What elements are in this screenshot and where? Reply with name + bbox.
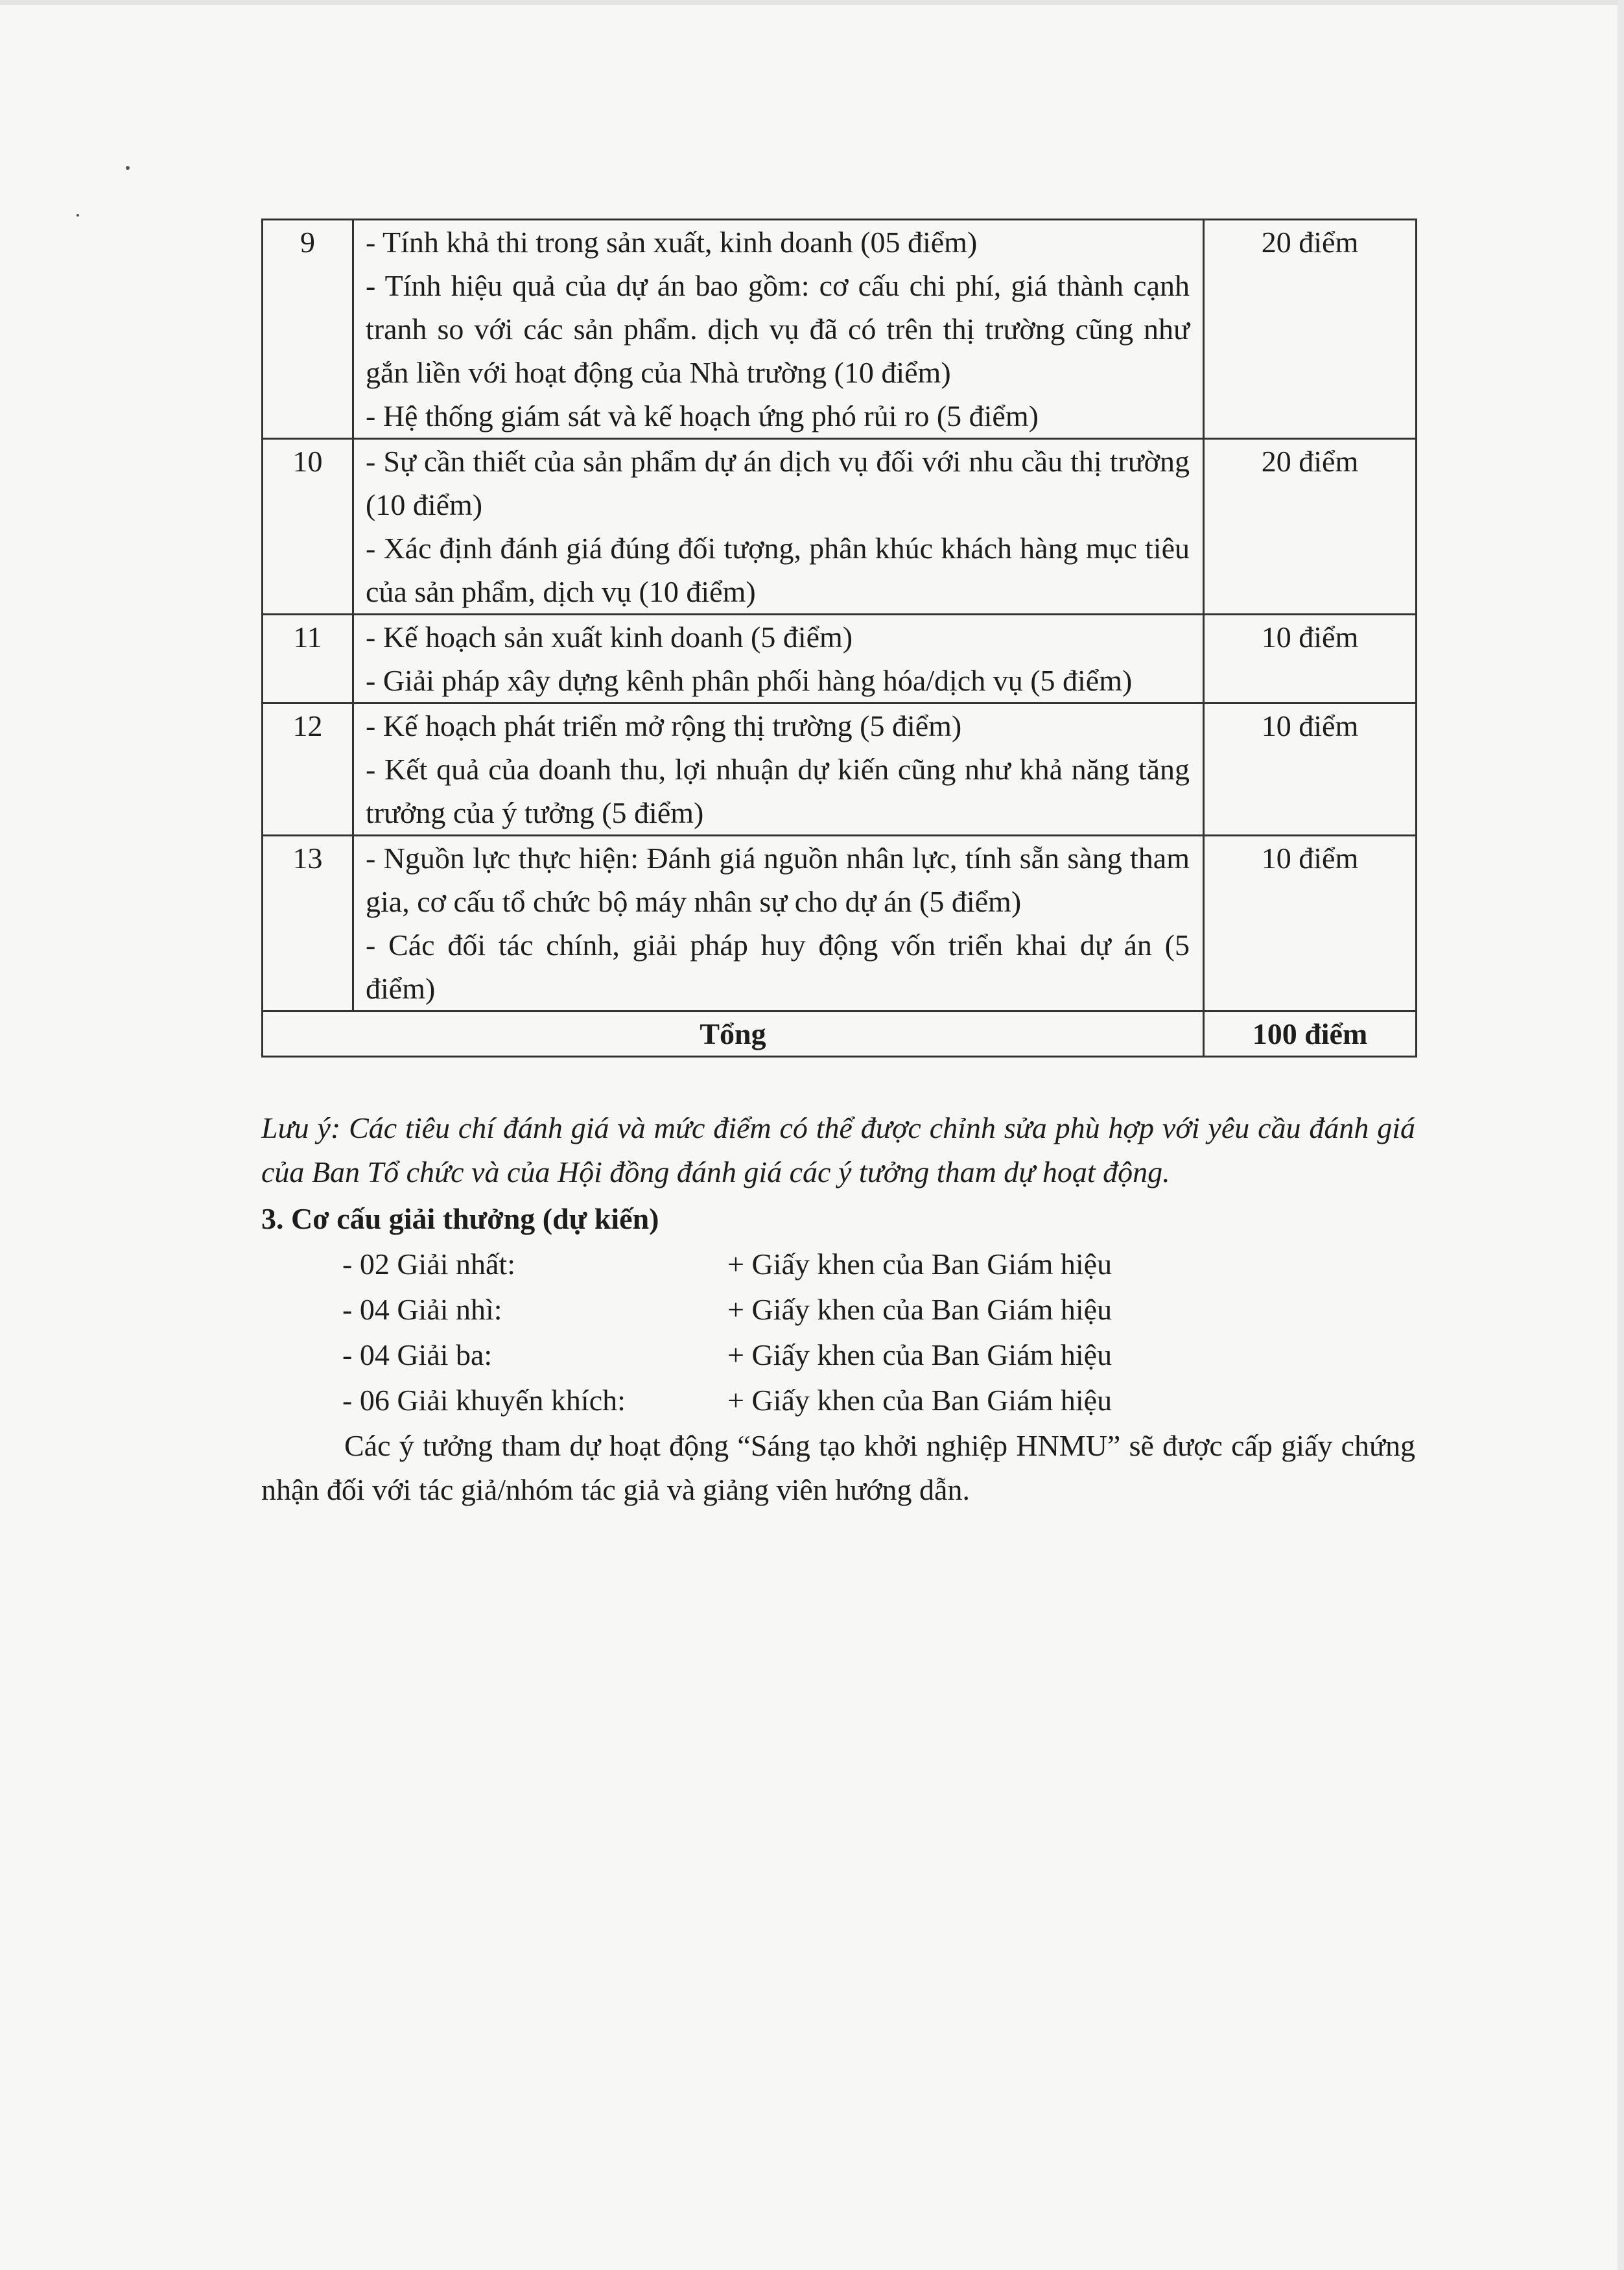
scan-speck: [76, 214, 79, 217]
row-score: 10 điểm: [1204, 615, 1417, 703]
row-score: 20 điểm: [1204, 220, 1417, 439]
row-criteria: [353, 703, 1204, 836]
prize-award: + Giấy khen của Ban Giám hiệu: [727, 1293, 1112, 1326]
criteria-line: - Các đối tác chính, giải pháp huy động vốn triển khai dự án (5 điểm): [366, 928, 1190, 1005]
criteria-line: - Nguồn lực thực hiện: Đánh giá nguồn nhân lực, tính sẵn sàng tham gia, cơ cấu tổ chức bộ máy nhân sự cho dự án (5 điểm): [366, 842, 1190, 918]
total-row: [263, 1011, 1417, 1057]
table-row: [263, 703, 1417, 836]
total-score: 100 điểm: [1204, 1011, 1417, 1057]
section-heading: 3. Cơ cấu giải thưởng (dự kiến): [261, 1202, 659, 1235]
note-paragraph: Lưu ý: Các tiêu chí đánh giá và mức điểm có thể được chỉnh sửa phù hợp với yêu cầu đánh giá của Ban Tổ chức và của Hội đồng đánh giá các ý tưởng tham dự hoạt động.: [261, 1111, 1415, 1188]
prize-name: - 04 Giải ba:: [342, 1338, 493, 1371]
criteria-table: [261, 219, 1417, 1058]
criteria-line: - Kết quả của doanh thu, lợi nhuận dự kiến cũng như khả năng tăng trưởng của ý tưởng (5 điểm): [366, 753, 1190, 829]
row-score: 20 điểm: [1204, 439, 1417, 615]
prize-award: + Giấy khen của Ban Giám hiệu: [727, 1247, 1112, 1281]
scan-speck: [126, 166, 130, 170]
table-row: [263, 439, 1417, 615]
total-label: Tổng: [263, 1011, 1204, 1057]
criteria-line: - Hệ thống giám sát và kế hoạch ứng phó rủi ro (5 điểm): [366, 399, 1039, 432]
scan-edge-right: [1618, 0, 1624, 2270]
prize-award: + Giấy khen của Ban Giám hiệu: [727, 1384, 1112, 1417]
row-criteria: [353, 836, 1204, 1011]
closing-paragraph: Các ý tưởng tham dự hoạt động “Sáng tạo khởi nghiệp HNMU” sẽ được cấp giấy chứng nhận đối với tác giả/nhóm tác giả và giảng viên hướng dẫn.: [261, 1429, 1415, 1506]
row-criteria: [353, 220, 1204, 439]
criteria-line: - Giải pháp xây dựng kênh phân phối hàng hóa/dịch vụ (5 điểm): [366, 664, 1133, 697]
prize-name: - 02 Giải nhất:: [342, 1247, 515, 1281]
prize-name: - 04 Giải nhì:: [342, 1293, 502, 1326]
row-number: 10: [263, 439, 353, 615]
prize-name: - 06 Giải khuyến khích:: [342, 1384, 626, 1417]
scan-edge-top: [0, 0, 1624, 5]
row-score: 10 điểm: [1204, 703, 1417, 836]
criteria-line: - Sự cần thiết của sản phẩm dự án dịch vụ đối với nhu cầu thị trường (10 điểm): [366, 445, 1190, 521]
table-row: [263, 836, 1417, 1011]
row-criteria: [353, 615, 1204, 703]
criteria-line: - Tính hiệu quả của dự án bao gồm: cơ cấu chi phí, giá thành cạnh tranh so với các sản phẩm. dịch vụ đã có trên thị trường cũng như gắn liền với hoạt động của Nhà trường (10 điểm): [366, 269, 1190, 389]
row-score: 10 điểm: [1204, 836, 1417, 1011]
table-row: [263, 220, 1417, 439]
criteria-line: - Kế hoạch sản xuất kinh doanh (5 điểm): [366, 621, 853, 654]
row-number: 9: [263, 220, 353, 439]
criteria-line: - Xác định đánh giá đúng đối tượng, phân khúc khách hàng mục tiêu của sản phẩm, dịch vụ (10 điểm): [366, 532, 1190, 608]
row-number: 11: [263, 615, 353, 703]
criteria-line: - Kế hoạch phát triển mở rộng thị trường (5 điểm): [366, 709, 962, 742]
row-number: 12: [263, 703, 353, 836]
row-number: 13: [263, 836, 353, 1011]
prize-award: + Giấy khen của Ban Giám hiệu: [727, 1338, 1112, 1371]
table-row: [263, 615, 1417, 703]
row-criteria: [353, 439, 1204, 615]
criteria-line: - Tính khả thi trong sản xuất, kinh doanh (05 điểm): [366, 226, 978, 259]
